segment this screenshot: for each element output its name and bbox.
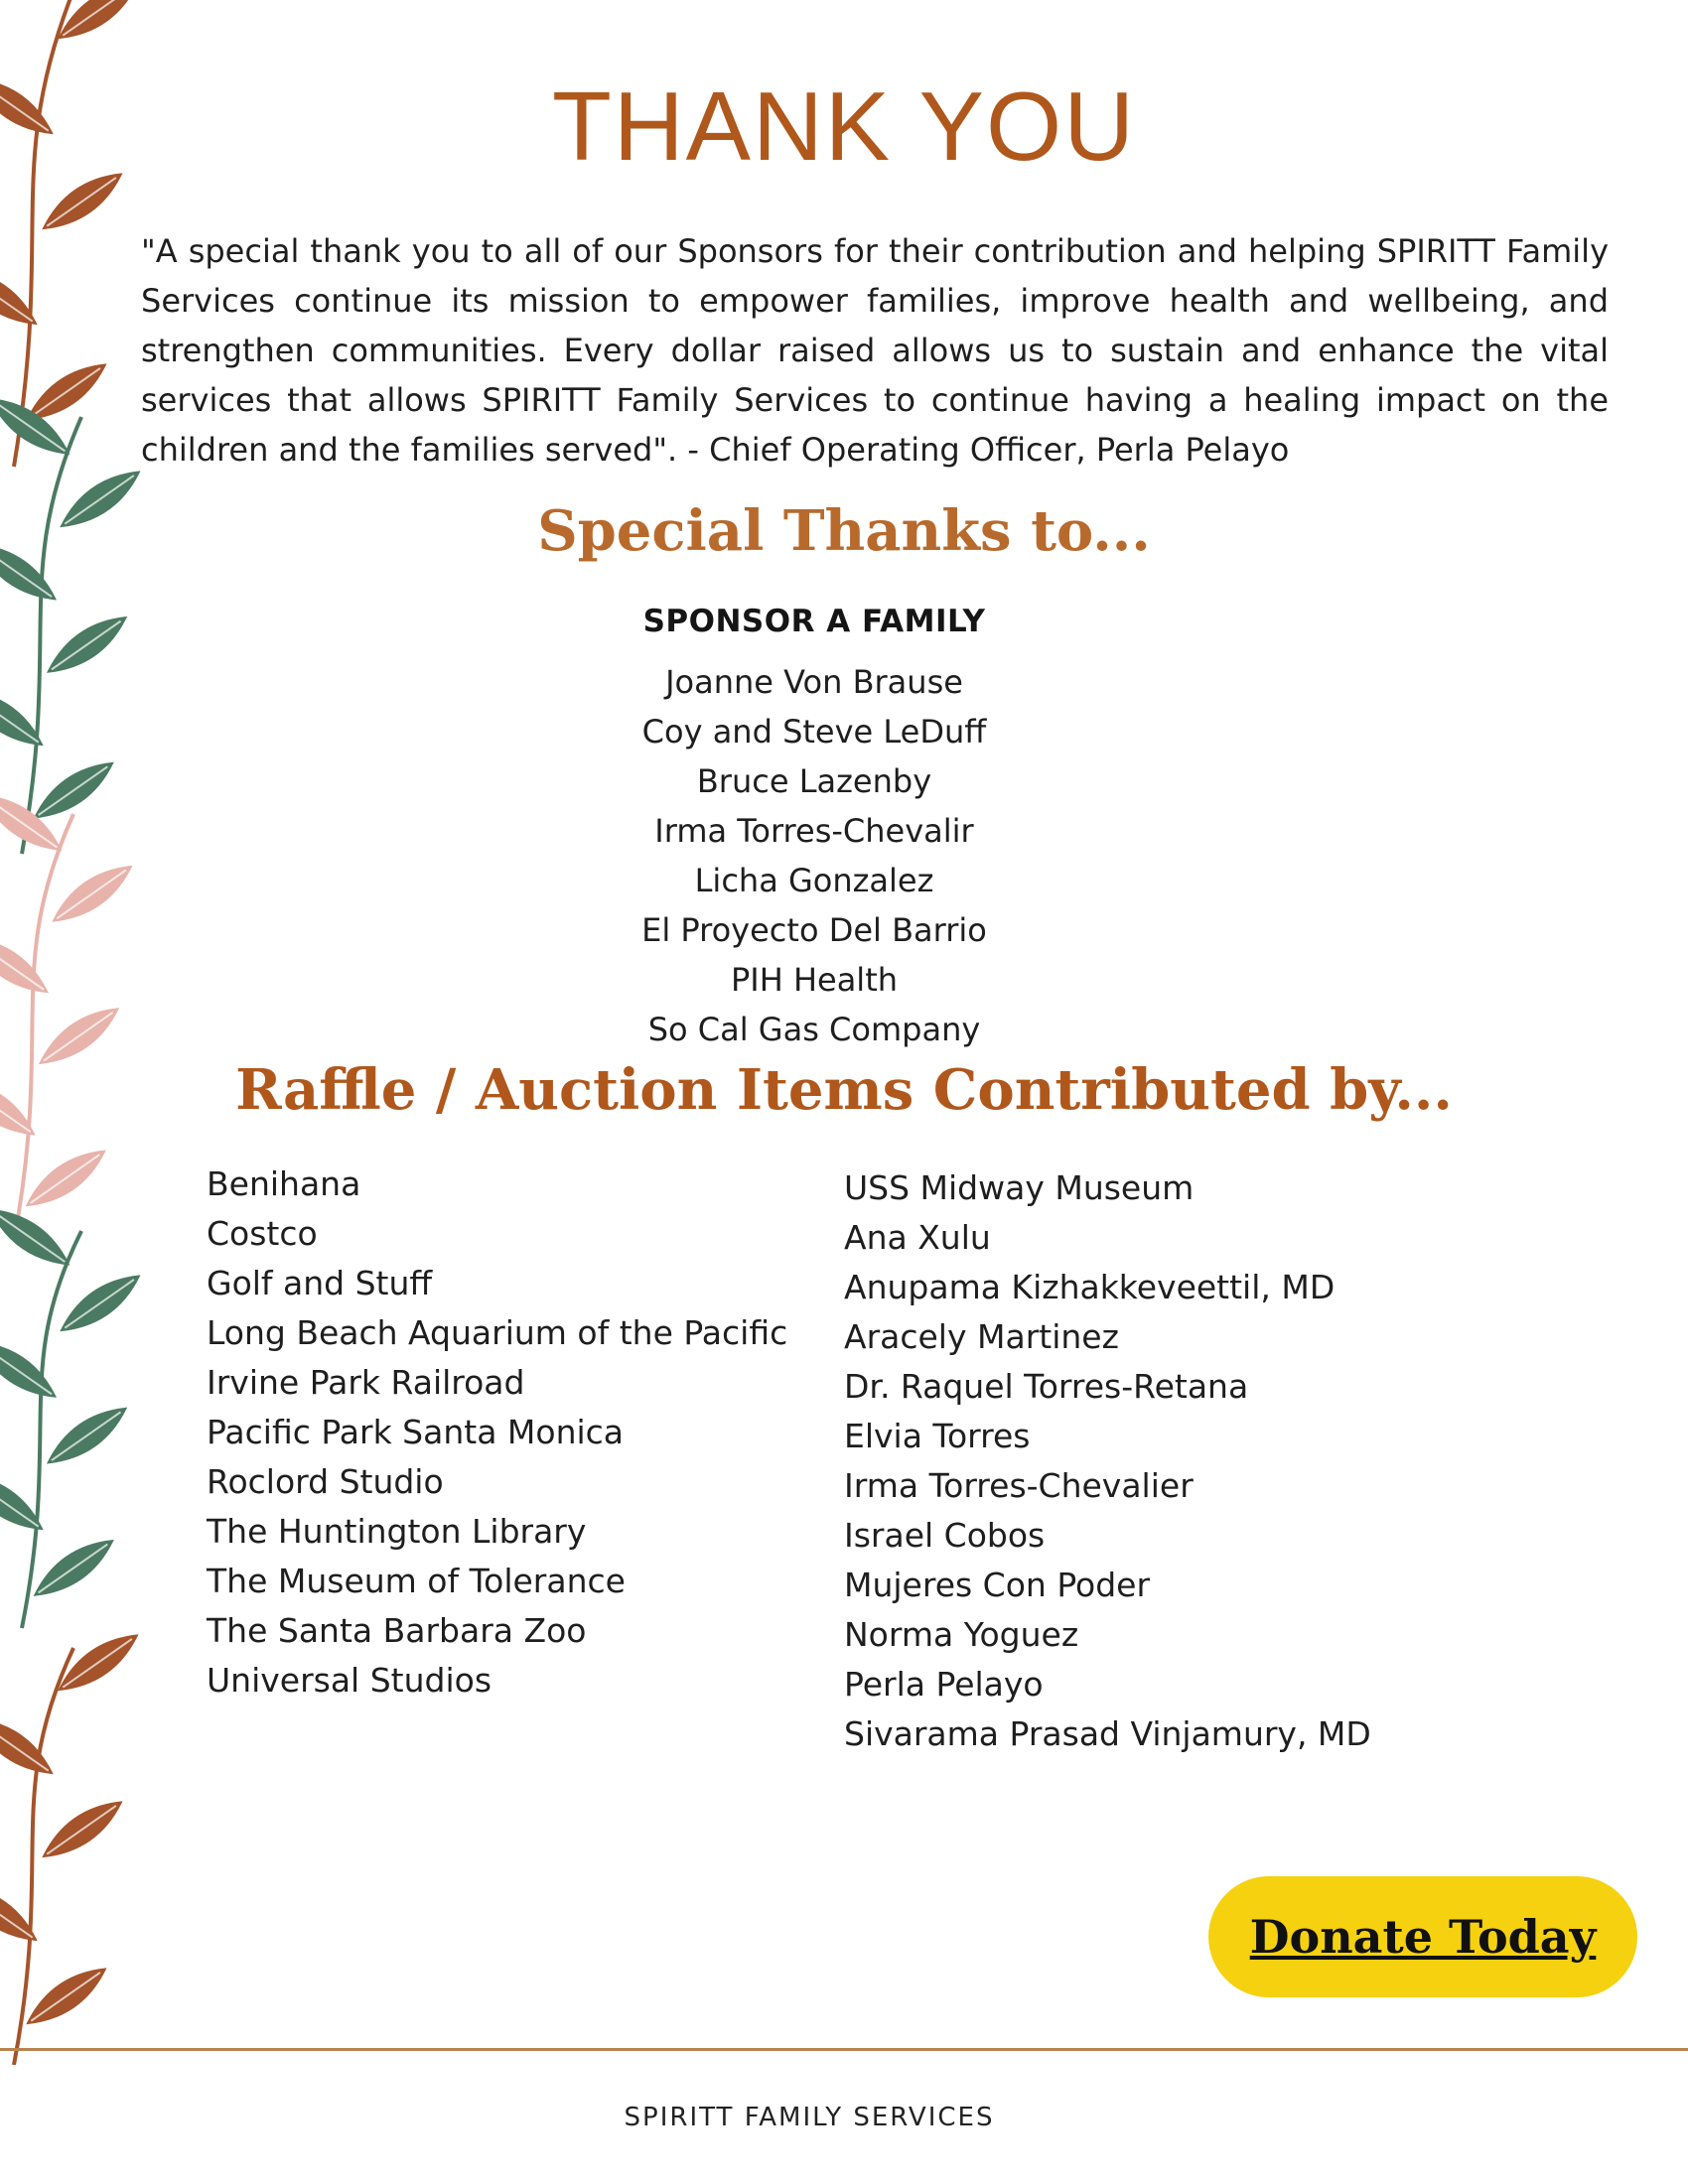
contributor-item: Norma Yoguez [844,1615,1079,1654]
contributor-item: The Museum of Tolerance [207,1562,626,1600]
leaf-sprig [0,1625,144,2065]
raffle-list-right [844,1163,1371,1759]
contributor-item: Israel Cobos [844,1516,1046,1555]
contributor-item: Irma Torres-Chevalier [844,1466,1194,1505]
raffle-list-left [207,1160,787,1706]
sponsor-item: El Proyecto Del Barrio [641,911,987,949]
sponsor-item: Irma Torres-Chevalir [654,812,974,850]
sponsor-item: PIH Health [730,961,899,999]
footer-divider [0,2048,1688,2051]
contributor-item: Mujeres Con Poder [844,1566,1151,1604]
contributor-item: Costco [207,1214,318,1253]
contributor-item: Anupama Kizhakkeveettil, MD [844,1268,1336,1306]
special-thanks-heading: Special Thanks to... [537,498,1151,564]
leaf-shape [0,1199,75,1275]
contributor-item: The Huntington Library [207,1512,587,1551]
leaf-sprig [0,1199,146,1628]
sponsor-list [0,657,1628,1054]
leaf-shape [0,1332,63,1408]
sponsor-item: Licha Gonzalez [694,862,934,899]
page-title: THANK YOU [552,71,1136,181]
leaf-shape [0,259,43,335]
leaf-shape [0,1708,59,1784]
sponsor-item: Joanne Von Brause [665,663,963,701]
sponsor-item: Coy and Steve LeDuff [641,713,987,751]
leaf-sprig [0,0,144,467]
contributor-item: Irvine Park Railroad [207,1363,525,1402]
sponsor-item: Bruce Lazenby [696,762,932,800]
contributor-item: Sivarama Prasad Vinjamury, MD [844,1714,1371,1753]
contributor-item: The Santa Barbara Zoo [207,1611,587,1650]
raffle-heading: Raffle / Auction Items Contributed by... [235,1057,1453,1123]
contributor-item: Roclord Studio [207,1462,444,1501]
contributor-item: Golf and Stuff [207,1264,433,1302]
contributor-item: Benihana [207,1164,361,1203]
donate-button[interactable]: Donate Today [1208,1876,1637,1997]
leaf-shape [0,1464,49,1540]
contributor-item: USS Midway Museum [844,1168,1195,1207]
sponsor-item: So Cal Gas Company [647,1011,981,1048]
coo-quote: "A special thank you to all of our Sponsors for their contribution and helping SPIRITT Family Services continue its mission to empower families, improve health and wellbeing, and strengthen communities. Every dollar raised allows us to sustain and enhance the vital services that allows SPIRITT Family Services to continue having a healing impact on the children and the families served". - Chief Operating Officer, Perla Pelayo [141,232,1609,469]
contributor-item: Ana Xulu [844,1218,991,1257]
contributor-item: Pacific Park Santa Monica [207,1413,625,1451]
contributor-item: Aracely Martinez [844,1317,1119,1356]
contributor-item: Elvia Torres [844,1417,1031,1455]
contributor-item: Dr. Raquel Torres-Retana [844,1367,1249,1406]
contributor-item: Universal Studios [207,1661,492,1700]
leaf-shape [0,1875,43,1951]
sponsor-a-family-heading: SPONSOR A FAMILY [642,604,986,639]
contributor-item: Perla Pelayo [844,1665,1044,1704]
footer-org-name: SPIRITT FAMILY SERVICES [624,2103,995,2132]
contributor-item: Long Beach Aquarium of the Pacific [207,1313,788,1352]
